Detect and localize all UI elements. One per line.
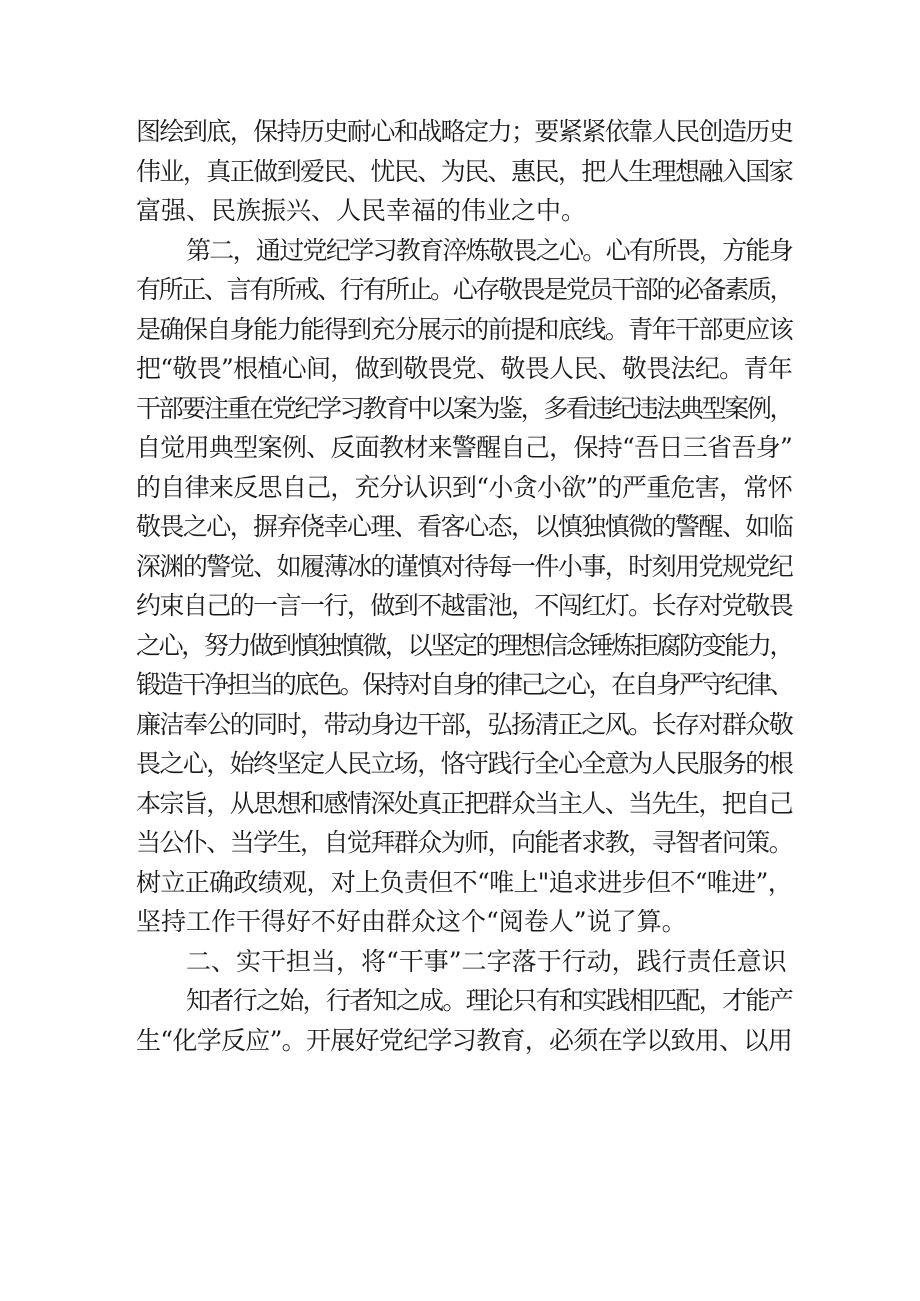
text-line: 富强、民族振兴、人民幸福的伟业之中。: [136, 196, 587, 225]
text-line: 当公仆、当学生，自觉拜群众为师，向能者求教，寻智者问策。: [136, 828, 792, 857]
text-line: 本宗旨，从思想和感情深处真正把群众当主人、当先生，把自己: [136, 788, 792, 818]
text-line: 图绘到底，保持历史耐心和战略定力；要紧紧依靠人民创造历史: [136, 117, 792, 146]
text-line: 之心，努力做到慎独慎微，以坚定的理想信念锤炼拒腐防变能力，: [136, 630, 792, 660]
text-line: 锻造干净担当的底色。保持对自身的律己之心，在自身严守纪律、: [136, 670, 792, 699]
text-line: 把“敬畏”根植心间，做到敬畏党、敬畏人民、敬畏法纪。青年: [136, 354, 792, 383]
text-line: 畏之心，始终坚定人民立场，恪守践行全心全意为人民服务的根: [136, 749, 792, 778]
document-body: [136, 112, 792, 1060]
text-line: 的自律来反思自己，充分认识到“小贪小欲”的严重危害，常怀: [136, 472, 792, 502]
text-line: 干部要注重在党纪学习教育中以案为鉴，多看违纪违法典型案例，: [136, 393, 792, 423]
paragraph-start-line: 知者行之始，行者知之成。理论只有和实践相匹配，才能产: [186, 986, 792, 1015]
text-line: 约束自己的一言一行，做到不越雷池，不闯红灯。长存对党敬畏: [136, 591, 792, 620]
text-line: 是确保自身能力能得到充分展示的前提和底线。青年干部更应该: [136, 314, 792, 344]
text-line: 深渊的警觉、如履薄冰的谨慎对待每一件小事，时刻用党规党纪: [136, 551, 792, 581]
text-line: 生“化学反应”。开展好党纪学习教育，必须在学以致用、以用: [136, 1025, 792, 1055]
section-heading: 二、实干担当，将“干事”二字落于行动，践行责任意识: [186, 946, 787, 976]
text-line: 廉洁奉公的同时，带动身边干部，弘扬清正之风。长存对群众敬: [136, 709, 792, 739]
text-line: 敬畏之心，摒弃侥幸心理、看客心态，以慎独慎微的警醒、如临: [136, 512, 792, 541]
text-line: 坚持工作干得好不好由群众这个“阅卷人”说了算。: [136, 907, 687, 936]
text-line: 树立正确政绩观，对上负责但不“唯上"追求进步但不“唯进”，: [136, 867, 792, 897]
paragraph-start-line: 第二，通过党纪学习教育淬炼敬畏之心。心有所畏，方能身: [186, 235, 792, 265]
text-line: 自觉用典型案例、反面教材来警醒自己，保持“吾日三省吾身”: [136, 433, 792, 462]
text-line: 有所正、言有所戒、行有所止。心存敬畏是党员干部的必备素质，: [136, 275, 792, 304]
text-line: 伟业，真正做到爱民、忧民、为民、惠民，把人生理想融入国家: [136, 156, 792, 186]
